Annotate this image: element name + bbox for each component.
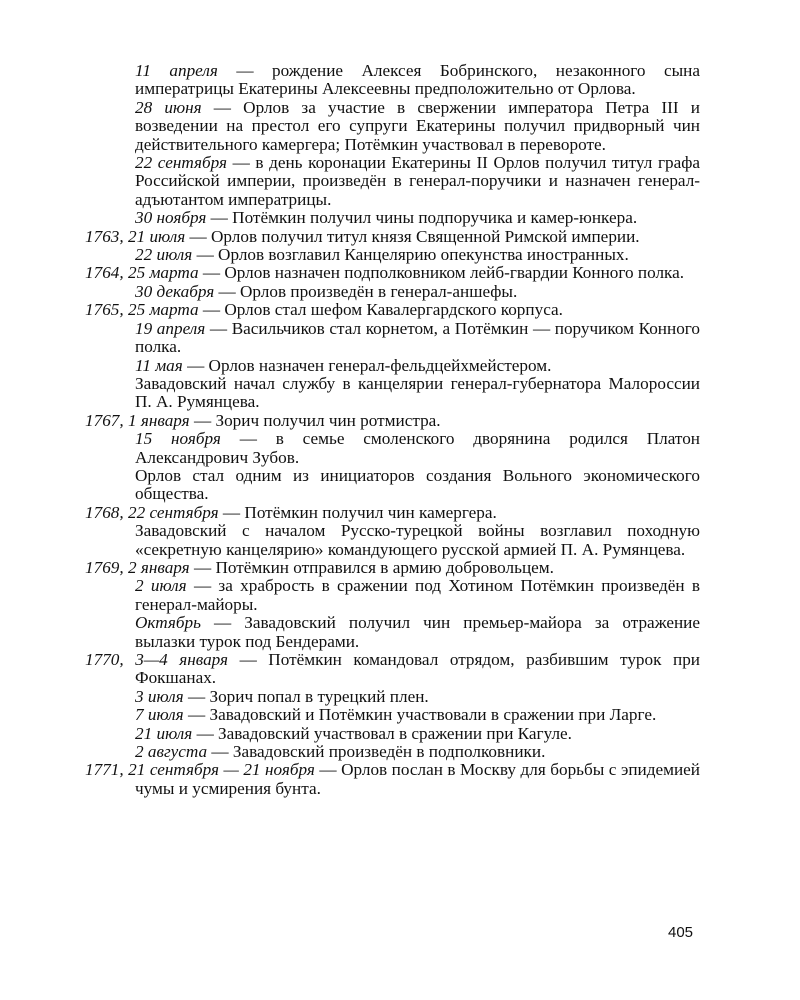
chronology-entry bbox=[135, 467, 700, 504]
entry-date: 22 сентября bbox=[135, 153, 227, 173]
page-number: 405 bbox=[668, 924, 694, 941]
chronology-text bbox=[0, 62, 800, 798]
entry-date: 3 июля bbox=[135, 686, 184, 706]
chronology-entry bbox=[135, 209, 700, 227]
entry-text: — Потёмкин получил чины подпоручика и камер-юнкера. bbox=[206, 208, 638, 228]
chronology-entry bbox=[135, 320, 700, 357]
entry-date: 1764, 25 марта bbox=[85, 263, 199, 283]
entry-date: 1763, 21 июля bbox=[85, 226, 186, 246]
entry-date: 7 июля bbox=[135, 705, 184, 725]
entry-date: 1770, 3—4 января bbox=[85, 650, 229, 669]
entry-date: Октябрь bbox=[135, 613, 201, 633]
entry-date: 19 апреля bbox=[135, 318, 206, 338]
entry-date: 2 июля bbox=[135, 576, 187, 596]
entry-text: — Потёмкин отправился в армию добровольцем. bbox=[189, 557, 554, 577]
entry-text: — Орлов произведён в генерал-аншефы. bbox=[214, 281, 518, 301]
entry-date: 28 июня bbox=[135, 97, 202, 117]
entry-text: — Орлов послан в Москву для борьбы с эпидемией чумы и усмирения бунта. bbox=[135, 760, 700, 798]
entry-text: — Завадовский участвовал в сражении при Кагуле. bbox=[192, 723, 572, 743]
chronology-entry-year bbox=[85, 412, 700, 430]
entry-text: — Завадовский произведён в подполковники. bbox=[207, 742, 546, 762]
entry-text: — Васильчиков стал корнетом, а Потёмкин — поручиком Конного полка. bbox=[135, 318, 701, 357]
chronology-entry bbox=[135, 62, 700, 99]
entry-date: 1767, 1 января bbox=[85, 410, 190, 430]
entry-date: 1765, 25 марта bbox=[85, 300, 199, 320]
entry-date: 22 июля bbox=[135, 245, 193, 265]
entry-text: — Завадовский и Потёмкин участвовали в сражении при Ларге. bbox=[183, 705, 657, 725]
entry-text: — Орлов возглавил Канцелярию опекунства иностранных. bbox=[192, 245, 629, 265]
entry-date: 15 ноября bbox=[135, 429, 221, 449]
entry-date: 2 августа bbox=[135, 742, 208, 762]
entry-date: 11 апреля bbox=[135, 61, 218, 80]
chronology-entry bbox=[135, 725, 700, 743]
chronology-entry-year bbox=[85, 559, 700, 577]
chronology-entry-year bbox=[85, 651, 700, 688]
chronology-entry bbox=[135, 357, 700, 375]
chronology-entry-year bbox=[85, 301, 700, 319]
entry-text: — Потёмкин получил чин камергера. bbox=[218, 502, 497, 522]
chronology-entry-year bbox=[85, 504, 700, 522]
chronology-entry bbox=[135, 375, 700, 412]
chronology-entry bbox=[135, 283, 700, 301]
entry-date: 30 декабря bbox=[135, 281, 215, 301]
chronology-entry bbox=[135, 706, 700, 724]
entry-date: 1771, 21 сентября — 21 ноября bbox=[85, 760, 315, 780]
entry-text: — Зорич получил чин ротмистра. bbox=[189, 410, 441, 430]
entry-date: 1769, 2 января bbox=[85, 557, 190, 577]
chronology-entry-year bbox=[85, 264, 700, 282]
entry-text: — Завадовский получил чин премьер-майора за отражение вылазки турок под Бендерами. bbox=[135, 613, 700, 651]
chronology-entry bbox=[135, 246, 700, 264]
entry-text: — Орлов назначен подполковником лейб-гвардии Конного полка. bbox=[198, 263, 685, 283]
entry-text: — в семье смоленского дворянина родился Платон Александрович Зубов. bbox=[135, 429, 701, 467]
entry-date: 30 ноября bbox=[135, 208, 207, 228]
chronology-entry-year bbox=[85, 761, 700, 798]
entry-date: 21 июля bbox=[135, 723, 193, 743]
entry-text: — Зорич попал в турецкий плен. bbox=[183, 686, 429, 706]
chronology-entry bbox=[135, 614, 700, 651]
chronology-entry bbox=[135, 430, 700, 467]
entry-text: — Орлов стал шефом Кавалергардского корпуса. bbox=[198, 300, 563, 320]
entry-text: — Орлов за участие в свержении императора Петра III и возведении на престол его супруги Екатерины получил придворный чин действительного камергера; Потёмкин участвовал в перевороте. bbox=[135, 97, 700, 154]
entry-text: — за храбрость в сражении под Хотином Потёмкин произведён в генерал-майоры. bbox=[135, 576, 700, 614]
entry-text: — Орлов назначен генерал-фельдцейхмейстером. bbox=[182, 355, 552, 375]
entry-text: Завадовский начал службу в канцелярии генерал-губернатора Малороссии П. А. Румянцева. bbox=[135, 373, 700, 412]
entry-text: — Орлов получил титул князя Священной Римской империи. bbox=[185, 226, 640, 246]
entry-text: Завадовский с началом Русско-турецкой войны возглавил походную «секретную канцелярию» командующего русской армией П. А. Румянцева. bbox=[135, 521, 700, 559]
chronology-entry-year bbox=[85, 228, 700, 246]
chronology-entry bbox=[135, 99, 700, 154]
entry-text: Орлов стал одним из инициаторов создания Вольного экономического общества. bbox=[135, 465, 700, 504]
chronology-entry bbox=[135, 577, 700, 614]
chronology-entry bbox=[135, 522, 700, 559]
entry-text: — Потёмкин командовал отрядом, разбившим турок при Фокшанах. bbox=[135, 650, 700, 688]
entry-text: — рождение Алексея Бобринского, незаконного сына императрицы Екатерины Алексеевны предположительно от Орлова. bbox=[135, 61, 700, 99]
entry-text: — в день коронации Екатерины II Орлов получил титул графа Российской империи, произведён в генерал-поручики и назначен генерал-адъютантом императрицы. bbox=[135, 153, 700, 209]
entry-date: 11 мая bbox=[135, 355, 183, 375]
entry-date: 1768, 22 сентября bbox=[85, 502, 219, 522]
chronology-entry bbox=[135, 688, 700, 706]
chronology-entry bbox=[135, 154, 700, 209]
chronology-entry bbox=[135, 743, 700, 761]
